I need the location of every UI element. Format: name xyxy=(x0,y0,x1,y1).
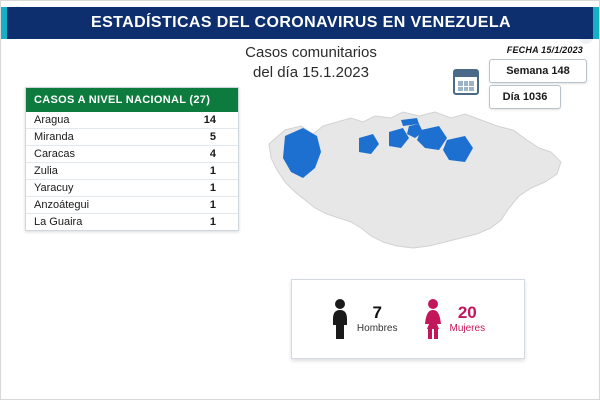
dia-badge: Día 1036 xyxy=(489,85,561,109)
state-name: Aragua xyxy=(26,112,154,129)
gender-summary-panel xyxy=(291,279,525,359)
state-name: Miranda xyxy=(26,129,154,146)
male-label: Hombres xyxy=(356,322,398,334)
page-title: ESTADÍSTICAS DEL CORONAVIRUS EN VENEZUELA xyxy=(91,14,511,31)
table-row xyxy=(26,163,238,180)
subtitle xyxy=(171,43,451,83)
state-cases: 1 xyxy=(154,163,238,180)
state-cases: 4 xyxy=(154,146,238,163)
female-stat xyxy=(424,298,486,340)
male-stat xyxy=(331,298,398,340)
state-name: La Guaira xyxy=(34,216,83,228)
national-cases-table-header: CASOS A NIVEL NACIONAL (27) xyxy=(26,88,238,112)
state-name: Anzoátegui xyxy=(26,197,154,214)
national-cases-table xyxy=(25,87,239,231)
subtitle-line-1: Casos comunitarios xyxy=(245,44,377,61)
fecha-label: FECHA 15/1/2023 xyxy=(506,45,583,55)
state-cases: 14 xyxy=(154,112,238,129)
table-row xyxy=(26,112,238,129)
table-row xyxy=(26,180,238,197)
female-icon xyxy=(424,298,442,340)
state-cases: 1 xyxy=(154,180,238,197)
state-name: Yaracuy xyxy=(26,180,154,197)
state-cases: 5 xyxy=(154,129,238,146)
table-row xyxy=(26,197,238,214)
male-icon xyxy=(331,298,349,340)
state-name: Caracas xyxy=(26,146,154,163)
state-name: Zulia xyxy=(26,163,154,180)
female-label: Mujeres xyxy=(449,322,486,334)
venezuela-map xyxy=(251,96,581,271)
state-cases: 1 xyxy=(154,197,238,214)
table-row xyxy=(26,129,238,146)
male-count: 7 xyxy=(372,303,382,323)
semana-badge: Semana 148 xyxy=(489,59,587,83)
subtitle-line-2: del día 15.1.2023 xyxy=(253,64,369,81)
calendar-icon xyxy=(453,69,479,95)
table-row xyxy=(26,214,238,231)
table-row xyxy=(26,146,238,163)
state-cases: 1 xyxy=(209,216,216,228)
female-count: 20 xyxy=(457,303,477,323)
